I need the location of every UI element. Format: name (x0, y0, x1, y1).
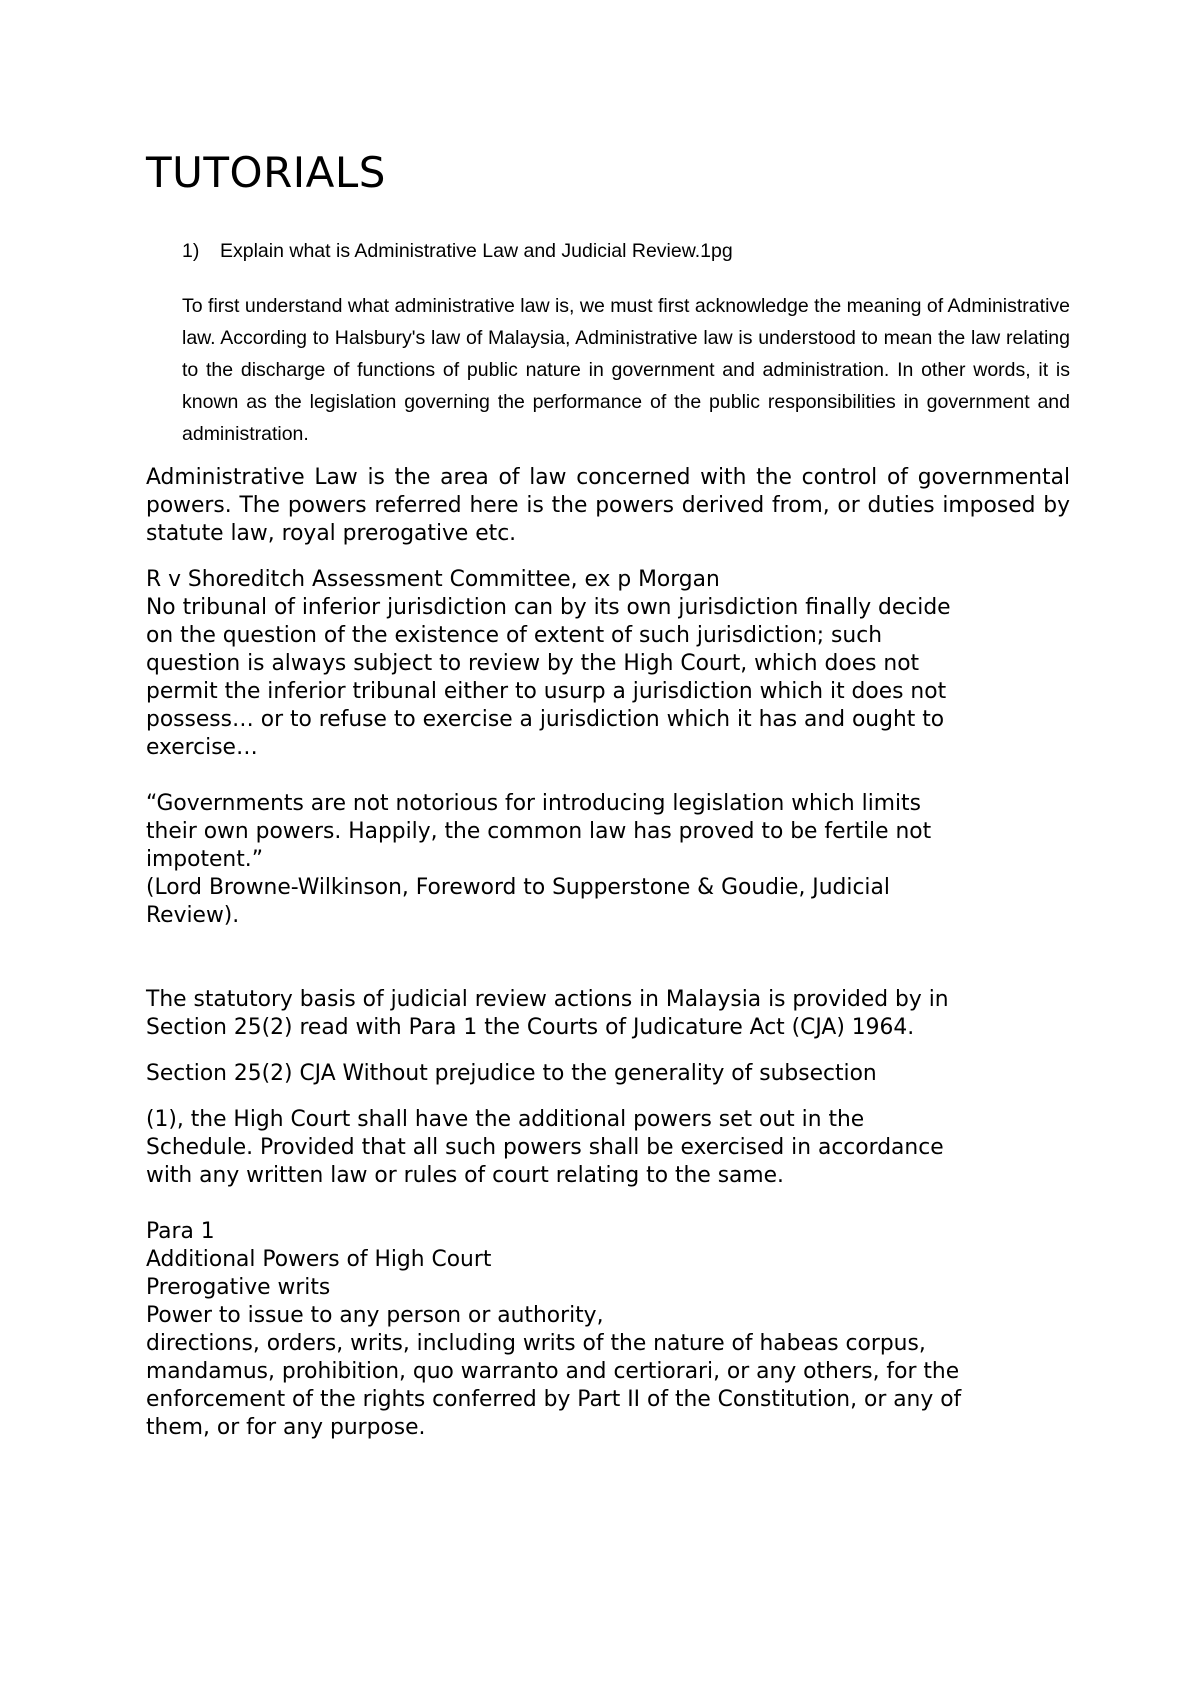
statutory-basis (146, 986, 1070, 1042)
case-line: on the question of the existence of extent of such jurisdiction; such (146, 622, 883, 648)
quote-line: “Governments are not notorious for introducing legislation which limits (146, 790, 921, 816)
quote-citation: Review). (146, 902, 240, 928)
definition-paragraph: Administrative Law is the area of law concerned with the control of governmental powers. The powers referred here is the powers derived from, or duties imposed by statute law, royal prerogative etc. (146, 464, 1070, 546)
case-name: R v Shoreditch Assessment Committee, ex p Morgan (146, 566, 720, 592)
question-number: 1) (182, 240, 200, 263)
quote-citation: (Lord Browne-Wilkinson, Foreword to Supperstone & Goudie, Judicial (146, 874, 890, 900)
page-title: TUTORIALS (146, 148, 386, 197)
quote-line: impotent.” (146, 846, 263, 872)
case-line: exercise… (146, 734, 258, 760)
para-line: Para 1 (146, 1218, 215, 1244)
section-line: Schedule. Provided that all such powers shall be exercised in accordance (146, 1134, 944, 1160)
answer-paragraph: To first understand what administrative law is, we must first acknowledge the meaning of Administrative law. According to Halsbury's law of Malaysia, Administrative law is understood to mean the law relating to the discharge of functions of public nature in government and administration. In other words, it is known as the legislation governing the performance of the public responsibilities in government and administration. (182, 294, 1070, 445)
para-line: them, or for any purpose. (146, 1414, 426, 1440)
section-heading-text: Section 25(2) CJA Without prejudice to the generality of subsection (146, 1060, 877, 1086)
section-heading (146, 1060, 1070, 1088)
question-text: Explain what is Administrative Law and Judicial Review.1pg (220, 240, 733, 263)
quote-line: their own powers. Happily, the common law has proved to be fertile not (146, 818, 932, 844)
case-line: question is always subject to review by the High Court, which does not (146, 650, 920, 676)
para-line: mandamus, prohibition, quo warranto and certiorari, or any others, for the (146, 1358, 960, 1384)
para-1-block (146, 1218, 1070, 1442)
para-line: enforcement of the rights conferred by Part II of the Constitution, or any of (146, 1386, 962, 1412)
statutory-line: Section 25(2) read with Para 1 the Courts of Judicature Act (CJA) 1964. (146, 1014, 915, 1040)
question-heading (182, 240, 1070, 263)
section-line: (1), the High Court shall have the additional powers set out in the (146, 1106, 865, 1132)
quote-block (146, 790, 1070, 930)
case-line: possess… or to refuse to exercise a jurisdiction which it has and ought to (146, 706, 945, 732)
para-line: Prerogative writs (146, 1274, 331, 1300)
section-text (146, 1106, 1070, 1190)
case-block (146, 566, 1070, 762)
case-line: No tribunal of inferior jurisdiction can by its own jurisdiction finally decide (146, 594, 951, 620)
statutory-line: The statutory basis of judicial review actions in Malaysia is provided by in (146, 986, 949, 1012)
section-line: with any written law or rules of court relating to the same. (146, 1162, 784, 1188)
para-line: Additional Powers of High Court (146, 1246, 492, 1272)
para-line: Power to issue to any person or authority, (146, 1302, 604, 1328)
case-line: permit the inferior tribunal either to usurp a jurisdiction which it does not (146, 678, 947, 704)
para-line: directions, orders, writs, including writs of the nature of habeas corpus, (146, 1330, 926, 1356)
